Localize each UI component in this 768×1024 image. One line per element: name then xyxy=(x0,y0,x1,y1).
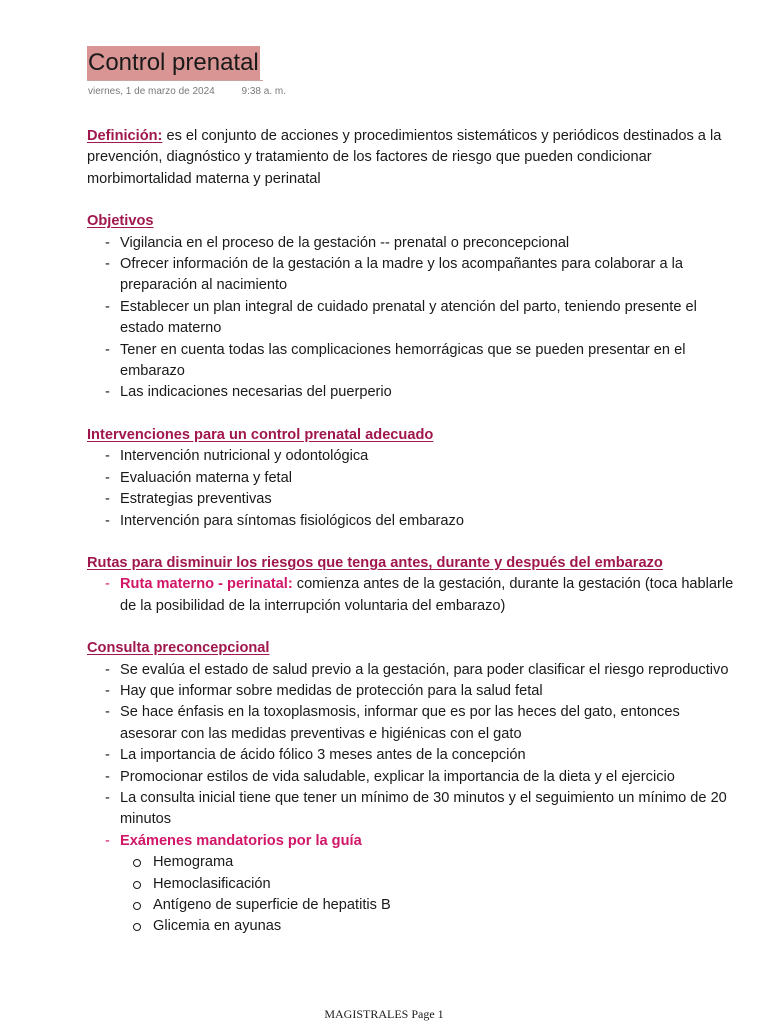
list-item: - Ofrecer información de la gestación a la madre y los acompañantes para colaborar a la preparación al nacimiento xyxy=(87,254,737,297)
consulta-list xyxy=(87,660,737,853)
definition-text: es el conjunto de acciones y procedimientos sistemáticos y periódicos destinados a la prevención, diagnóstico y tratamiento de los factores de riesgo que pueden condicionar morbimortalidad materna y perinatal xyxy=(87,128,722,187)
ruta-text: comienza antes de la gestación, durante la gestación (toca hablarle de la posibilidad de la interrupción voluntaria del embarazo) xyxy=(120,576,734,614)
list-item: - Intervención nutricional y odontológica xyxy=(87,446,737,467)
consulta-section xyxy=(87,638,737,938)
list-item: - Promocionar estilos de vida saludable, explicar la importancia de la dieta y el ejercicio xyxy=(87,767,737,788)
exams-list xyxy=(87,852,737,938)
list-item: Antígeno de superficie de hepatitis B xyxy=(87,895,737,916)
list-item: Hemograma xyxy=(87,852,737,873)
list-item: Hemoclasificación xyxy=(87,874,737,895)
note-body[interactable] xyxy=(87,126,737,959)
objetivos-section xyxy=(87,211,737,404)
rutas-heading: Rutas para disminuir los riesgos que tenga antes, durante y después del embarazo xyxy=(87,554,663,571)
list-item: - Vigilancia en el proceso de la gestación -- prenatal o preconcepcional xyxy=(87,233,737,254)
title-divider xyxy=(87,80,263,81)
objetivos-list xyxy=(87,233,737,404)
page-title[interactable]: Control prenatal xyxy=(87,46,260,80)
intervenciones-heading: Intervenciones para un control prenatal adecuado xyxy=(87,426,434,443)
list-item xyxy=(87,574,737,617)
list-item: - Las indicaciones necesarias del puerperio xyxy=(87,382,737,403)
list-item: - Establecer un plan integral de cuidado prenatal y atención del parto, teniendo presente el estado materno xyxy=(87,297,737,340)
definition-paragraph xyxy=(87,126,737,190)
page-footer: MAGISTRALES Page 1 xyxy=(324,1007,444,1021)
list-item: - Se evalúa el estado de salud previo a la gestación, para poder clasificar el riesgo reproductivo xyxy=(87,660,737,681)
list-item: - Tener en cuenta todas las complicaciones hemorrágicas que se pueden presentar en el embarazo xyxy=(87,340,737,383)
objetivos-heading: Objetivos xyxy=(87,213,154,230)
list-item: - La importancia de ácido fólico 3 meses antes de la concepción xyxy=(87,745,737,766)
page-metadata xyxy=(88,86,286,97)
list-item: - Hay que informar sobre medidas de protección para la salud fetal xyxy=(87,681,737,702)
list-item: Glicemia en ayunas xyxy=(87,916,737,937)
list-item: - Estrategias preventivas xyxy=(87,489,737,510)
exams-label: Exámenes mandatorios por la guía xyxy=(120,832,362,849)
list-item: - La consulta inicial tiene que tener un mínimo de 30 minutos y el seguimiento un mínimo de 20 minutos xyxy=(87,788,737,831)
rutas-section xyxy=(87,553,737,617)
definition-label: Definición: xyxy=(87,128,163,144)
page-date: viernes, 1 de marzo de 2024 xyxy=(88,86,215,97)
consulta-heading: Consulta preconcepcional xyxy=(87,640,270,657)
intervenciones-section xyxy=(87,425,737,532)
intervenciones-list xyxy=(87,446,737,532)
list-item: - Intervención para síntomas fisiológicos del embarazo xyxy=(87,511,737,532)
page-time: 9:38 a. m. xyxy=(241,86,286,97)
list-item: - Se hace énfasis en la toxoplasmosis, informar que es por las heces del gato, entonces asesorar con las medidas preventivas e higiénicas con el gato xyxy=(87,702,737,745)
list-item: - Evaluación materna y fetal xyxy=(87,468,737,489)
list-item xyxy=(87,831,737,852)
ruta-label: Ruta materno - perinatal: xyxy=(120,576,293,593)
rutas-list xyxy=(87,574,737,617)
